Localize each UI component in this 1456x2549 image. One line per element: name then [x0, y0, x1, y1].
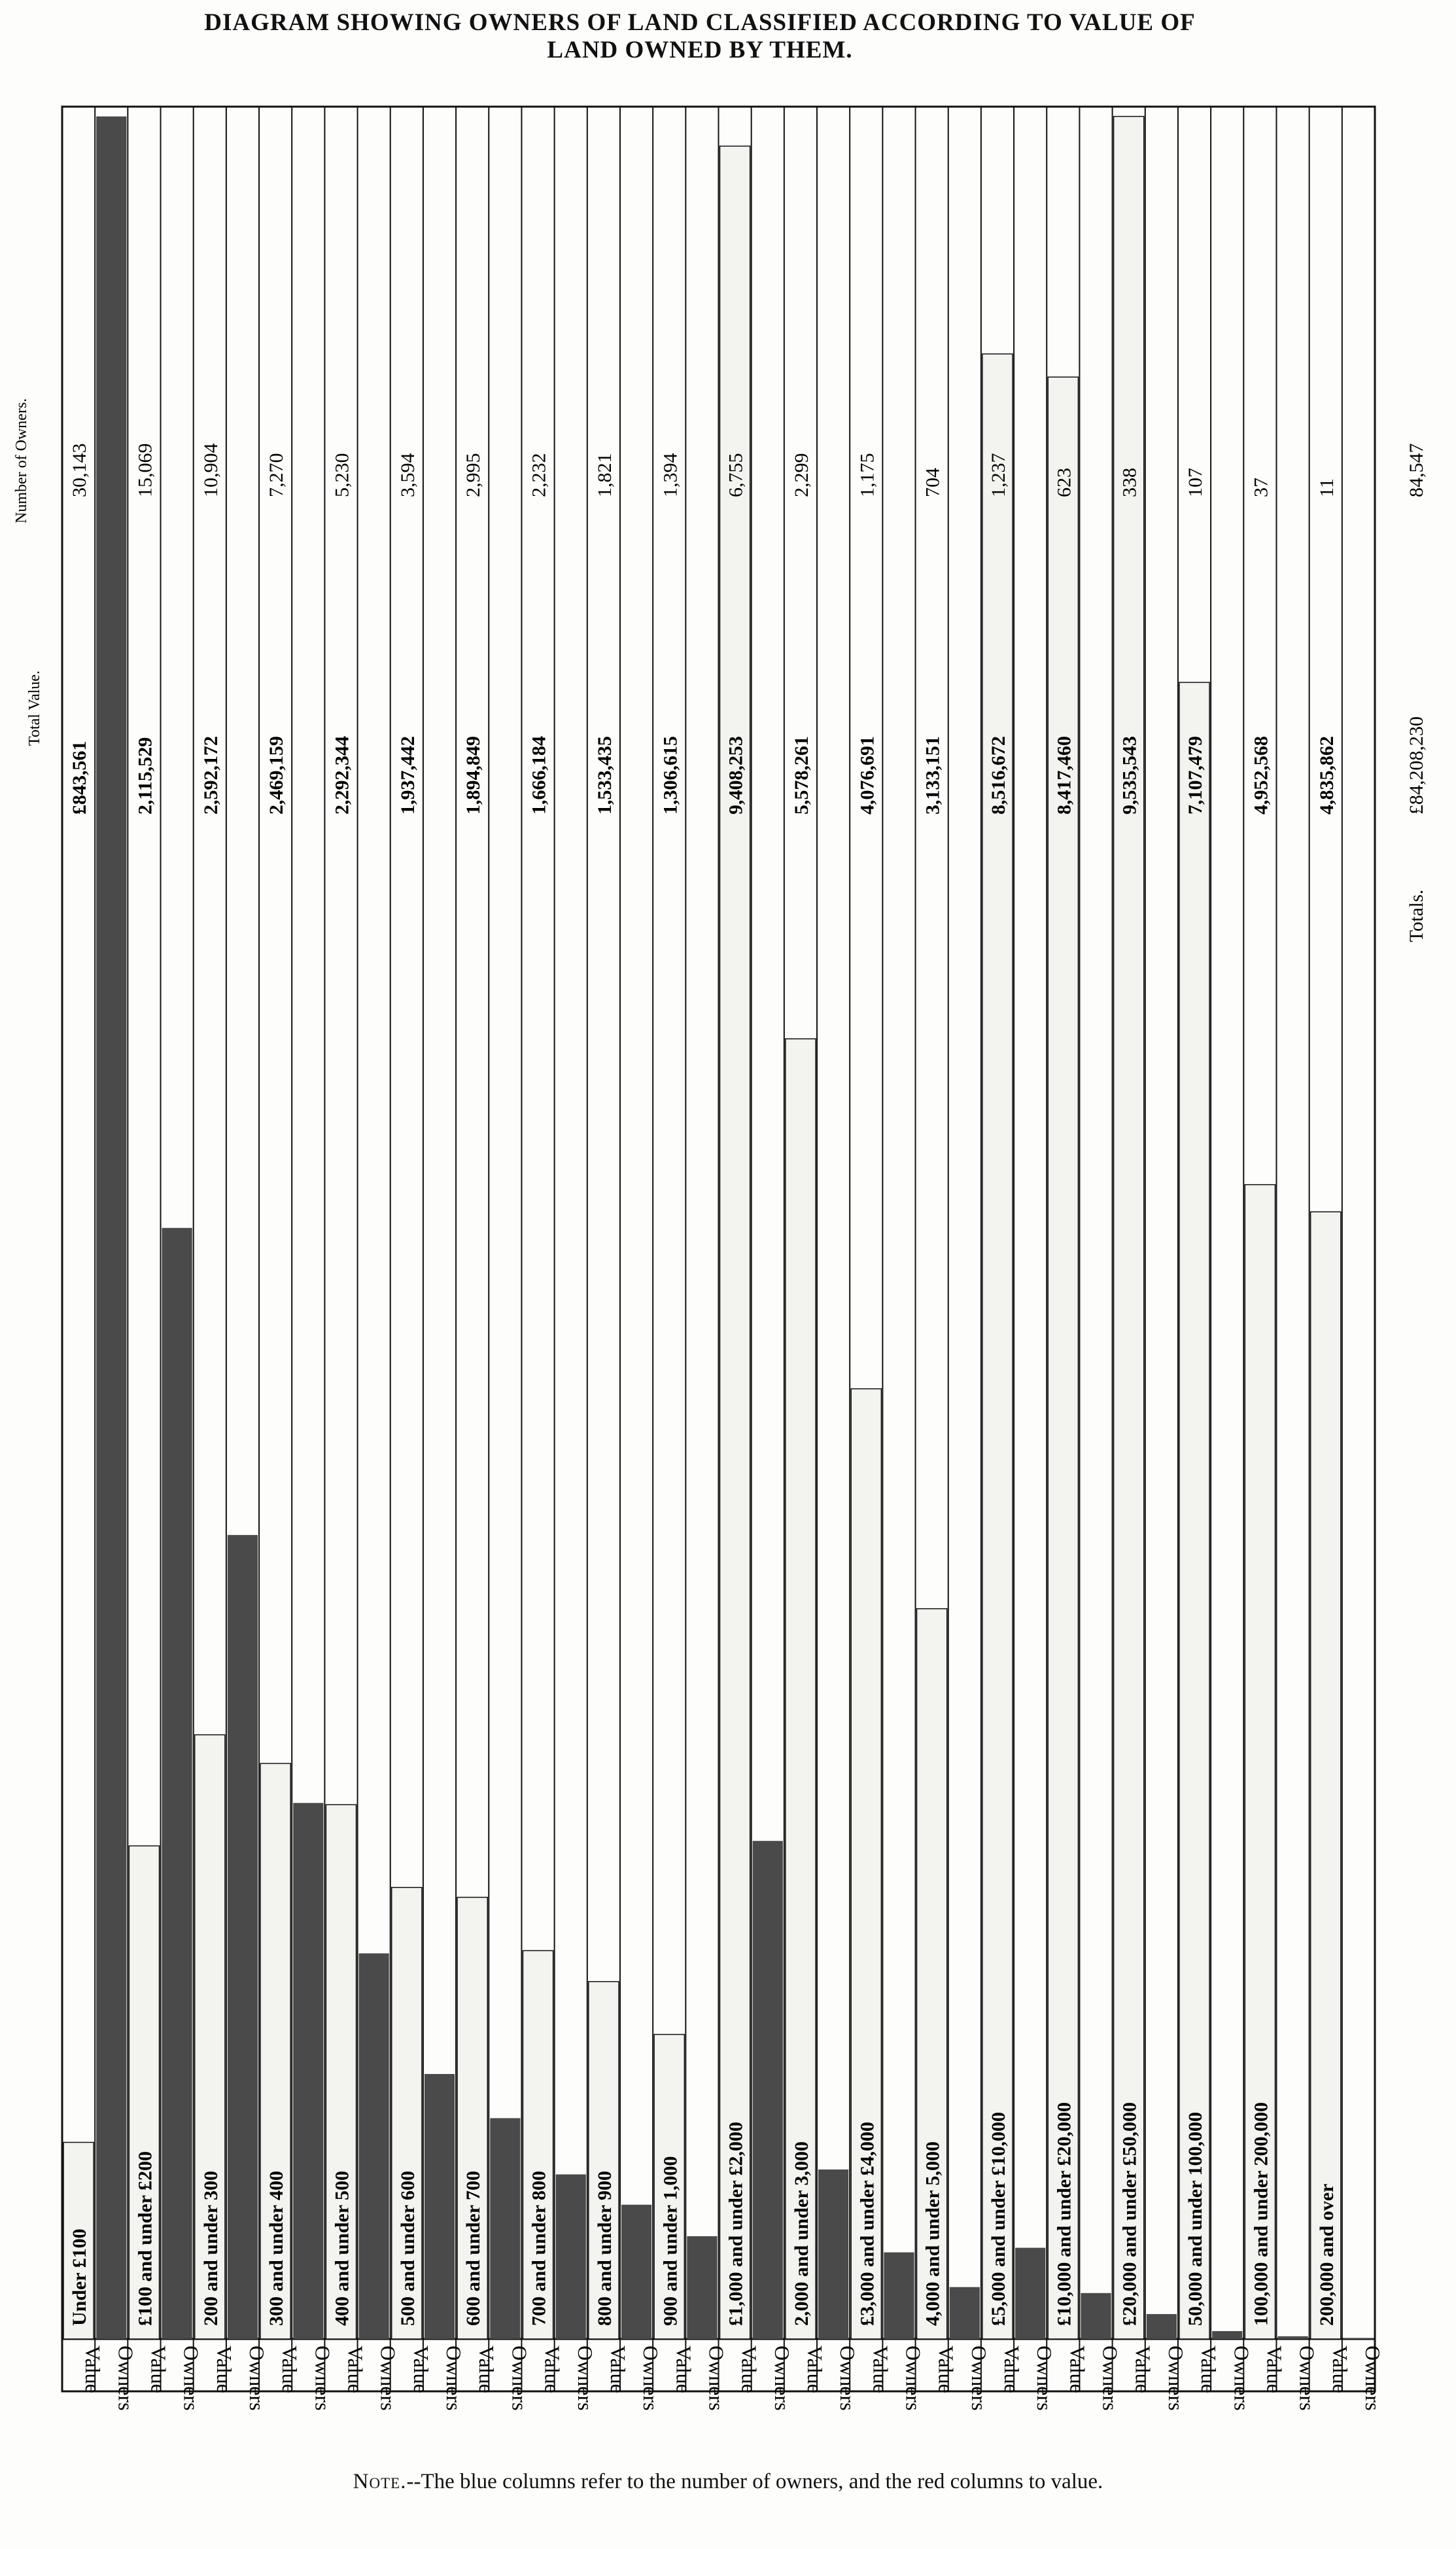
value-bar: [982, 354, 1013, 2339]
value-row-label: Value: [1066, 2346, 1090, 2393]
owners-bar: [1212, 2331, 1242, 2339]
category-label: £5,000 and under £10,000: [988, 2111, 1010, 2326]
category-label: £20,000 and under £50,000: [1118, 2101, 1141, 2326]
owners-row-label: Owners: [967, 2346, 991, 2411]
value-row-label: Value: [278, 2346, 302, 2393]
owners-bar: [621, 2205, 651, 2339]
owners-row-label: Owners: [704, 2346, 729, 2411]
owners-row-label: Owners: [508, 2346, 532, 2411]
owners-bar: [293, 1803, 323, 2339]
owners-row-label: Owners: [114, 2346, 138, 2411]
owners-row-label: Owners: [1033, 2346, 1057, 2411]
value-data-label: 4,076,691: [856, 736, 878, 815]
category-label: 600 and under 700: [462, 2170, 485, 2326]
owners-row-label: Owners: [1295, 2346, 1319, 2411]
owners-data-label: 7,270: [266, 453, 288, 497]
footnote-lead: Note.: [353, 2470, 407, 2493]
value-row-label: Value: [934, 2346, 958, 2393]
owners-data-label: 30,143: [69, 443, 91, 497]
category-label: £1,000 and under £2,000: [725, 2121, 747, 2326]
totals-value: £84,208,230: [1406, 716, 1427, 815]
owners-bar: [359, 1954, 389, 2339]
category-label: 200 and under 300: [199, 2170, 222, 2326]
value-data-label: 5,578,261: [790, 736, 812, 815]
value-data-label: 4,952,568: [1250, 736, 1272, 815]
owners-bar: [687, 2236, 717, 2339]
owners-data-label: 704: [922, 468, 944, 497]
category-label: 800 and under 900: [593, 2170, 615, 2326]
value-data-label: 7,107,479: [1185, 736, 1207, 815]
value-data-label: £843,561: [69, 741, 91, 815]
value-data-label: 1,666,184: [528, 736, 550, 815]
owners-row-label: Owners: [770, 2346, 794, 2411]
value-data-label: 2,292,344: [331, 736, 353, 815]
owners-row-label: Owners: [245, 2346, 269, 2411]
value-data-label: 2,115,529: [134, 737, 156, 815]
header-number-of-owners: Number of Owners.: [13, 398, 30, 523]
owners-data-label: 2,995: [462, 453, 485, 497]
value-row-label: Value: [81, 2346, 105, 2393]
category-label: Under £100: [69, 2228, 91, 2326]
value-row-label: Value: [1262, 2346, 1287, 2393]
value-row-label: Value: [606, 2346, 630, 2393]
category-label: 2,000 and under 3,000: [790, 2141, 812, 2326]
owners-bar: [1277, 2336, 1308, 2339]
owners-bar: [1081, 2293, 1111, 2339]
owners-bar: [556, 2174, 586, 2339]
owners-row-label: Owners: [901, 2346, 926, 2411]
chart-title-line2: LAND OWNED BY THEM.: [547, 37, 853, 63]
category-label: 400 and under 500: [331, 2170, 353, 2326]
owners-bar: [884, 2253, 914, 2339]
category-label: £100 and under £200: [134, 2151, 156, 2326]
value-data-label: 2,592,172: [199, 736, 222, 815]
owners-row-label: Owners: [1164, 2346, 1188, 2411]
owners-data-label: 3,594: [396, 453, 419, 497]
footnote: [0, 2470, 1456, 2494]
category-label: 900 and under 1,000: [659, 2156, 682, 2326]
value-data-label: 9,408,253: [725, 736, 747, 815]
category-label: 100,000 and under 200,000: [1250, 2101, 1272, 2326]
value-row-label: Value: [409, 2346, 433, 2393]
owners-row-label: Owners: [639, 2346, 663, 2411]
owners-row-label: Owners: [376, 2346, 400, 2411]
value-bar: [1311, 1212, 1341, 2339]
owners-bar: [162, 1228, 192, 2339]
value-row-label: Value: [343, 2346, 368, 2393]
owners-data-label: 2,299: [790, 453, 812, 497]
totals-label: Totals.: [1406, 889, 1427, 942]
owners-data-label: 1,821: [593, 453, 615, 497]
owners-row-label: Owners: [1098, 2346, 1122, 2411]
footnote-text: --The blue columns refer to the number of owners, and the red columns to value.: [406, 2470, 1103, 2493]
header-total-value: Total Value.: [26, 670, 43, 746]
owners-data-label: 6,755: [725, 453, 747, 497]
value-data-label: 9,535,543: [1118, 736, 1141, 815]
owners-bar: [228, 1535, 258, 2339]
value-row-label: Value: [1131, 2346, 1155, 2393]
owners-bar: [425, 2074, 455, 2339]
owners-bar: [1343, 2338, 1374, 2339]
value-row-label: Value: [1197, 2346, 1221, 2393]
owners-bar: [1015, 2248, 1045, 2339]
category-label: 200,000 and over: [1315, 2183, 1338, 2326]
value-row-label: Value: [1328, 2346, 1352, 2393]
value-row-label: Value: [475, 2346, 499, 2393]
owners-row-label: Owners: [836, 2346, 860, 2411]
owners-data-label: 338: [1118, 468, 1141, 497]
owners-data-label: 1,394: [659, 453, 682, 497]
value-data-label: 1,937,442: [396, 736, 419, 815]
category-label: 500 and under 600: [396, 2170, 419, 2326]
value-data-label: 8,417,460: [1053, 736, 1075, 815]
owners-bar: [1147, 2314, 1177, 2339]
value-row-label: Value: [737, 2346, 761, 2393]
owners-data-label: 623: [1053, 468, 1075, 497]
value-data-label: 4,835,862: [1315, 736, 1338, 815]
owners-row-label: Owners: [573, 2346, 597, 2411]
category-label: £3,000 and under £4,000: [856, 2121, 878, 2326]
owners-bar: [753, 1841, 783, 2339]
value-data-label: 2,469,159: [266, 736, 288, 815]
owners-bar: [490, 2118, 520, 2339]
owners-data-label: 15,069: [134, 443, 156, 497]
value-row-label: Value: [1000, 2346, 1024, 2393]
owners-row-label: Owners: [1361, 2346, 1385, 2411]
value-bar: [1179, 682, 1209, 2339]
owners-bar: [96, 116, 126, 2339]
value-row-label: Value: [540, 2346, 564, 2393]
category-label: 300 and under 400: [266, 2170, 288, 2326]
value-row-label: Value: [147, 2346, 171, 2393]
owners-data-label: 5,230: [331, 453, 353, 497]
owners-row-label: Owners: [1230, 2346, 1254, 2411]
owners-row-label: Owners: [179, 2346, 203, 2411]
value-row-label: Value: [869, 2346, 893, 2393]
value-data-label: 1,894,849: [462, 736, 485, 815]
owners-data-label: 1,237: [988, 453, 1010, 497]
category-label: £10,000 and under £20,000: [1053, 2101, 1075, 2326]
value-bar: [1048, 377, 1078, 2339]
owners-data-label: 107: [1185, 468, 1207, 497]
value-row-label: Value: [212, 2346, 236, 2393]
category-label: 700 and under 800: [528, 2170, 550, 2326]
owners-data-label: 1,175: [856, 453, 878, 497]
category-label: 4,000 and under 5,000: [922, 2141, 944, 2326]
owners-row-label: Owners: [442, 2346, 466, 2411]
owners-bar: [818, 2170, 848, 2339]
owners-data-label: 2,232: [528, 453, 550, 497]
category-label: 50,000 and under 100,000: [1185, 2111, 1207, 2326]
owners-bar: [950, 2287, 980, 2339]
owners-row-label: Owners: [311, 2346, 335, 2411]
owners-data-label: 10,904: [199, 443, 222, 497]
value-data-label: 3,133,151: [922, 736, 944, 815]
chart-title-line1: DIAGRAM SHOWING OWNERS OF LAND CLASSIFIED ACCORDING TO VALUE OF: [204, 9, 1196, 36]
value-row-label: Value: [672, 2346, 696, 2393]
value-data-label: 1,306,615: [659, 736, 682, 815]
owners-data-label: 37: [1250, 478, 1272, 497]
totals-owners: 84,547: [1406, 443, 1427, 497]
value-data-label: 8,516,672: [988, 736, 1010, 815]
value-bar: [1114, 116, 1144, 2339]
value-row-label: Value: [803, 2346, 827, 2393]
value-data-label: 1,533,435: [593, 736, 615, 815]
owners-data-label: 11: [1315, 478, 1338, 497]
